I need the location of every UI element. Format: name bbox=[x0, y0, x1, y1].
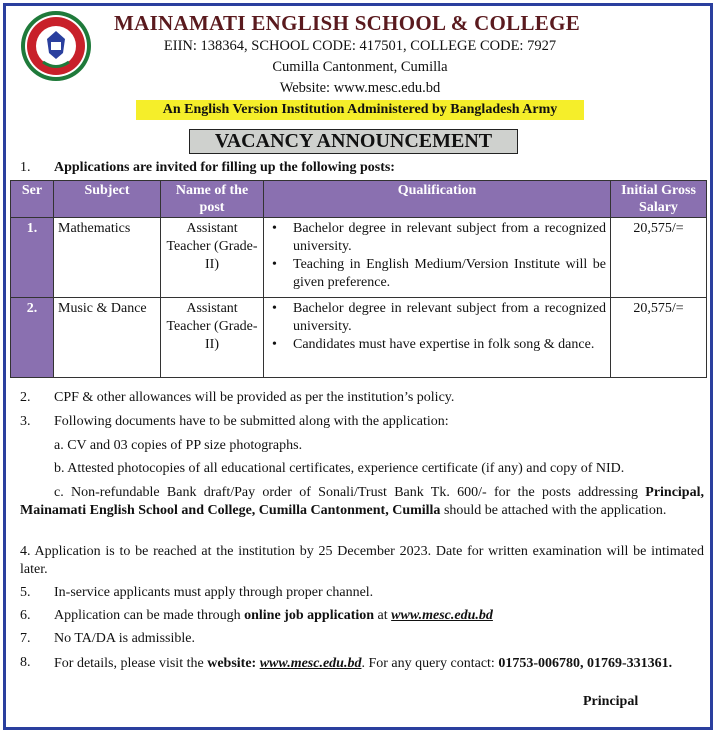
point-number: 3. bbox=[20, 414, 31, 429]
point-6-pre: Application can be made through bbox=[54, 608, 245, 623]
point-3-text: Following documents have to be submitted along with the application: bbox=[54, 414, 449, 429]
row-qualification bbox=[264, 298, 611, 378]
intro-text: Applications are invited for filling up the following posts: bbox=[54, 160, 395, 175]
row-subject: Music & Dance bbox=[54, 298, 161, 378]
col-header-ser: Ser bbox=[11, 181, 54, 218]
contact-numbers: 01753-006780, 01769-331361. bbox=[498, 656, 673, 671]
website-link[interactable]: www.mesc.edu.bd bbox=[391, 608, 493, 623]
col-header-salary: Initial Gross Salary bbox=[611, 181, 707, 218]
point-number: 1. bbox=[20, 160, 31, 175]
school-logo-icon bbox=[19, 9, 93, 83]
point-2-text: CPF & other allowances will be provided as per the institution’s policy. bbox=[54, 390, 455, 405]
qualification-item: • Candidates must have expertise in folk song & dance. bbox=[268, 336, 606, 354]
school-website: Website: www.mesc.edu.bd bbox=[279, 80, 441, 96]
row-subject: Mathematics bbox=[54, 218, 161, 298]
table-row bbox=[11, 218, 707, 298]
row-qualification bbox=[264, 218, 611, 298]
point-8-mid: . For any query contact: bbox=[361, 656, 499, 671]
point-3b-text: b. Attested photocopies of all educational certificates, experience certificate (if any) and copy of NID. bbox=[54, 461, 625, 476]
qualification-item: • Teaching in English Medium/Version Institute will be given preference. bbox=[268, 256, 606, 292]
qualification-item: • Bachelor degree in relevant subject from a recognized university. bbox=[268, 300, 606, 336]
col-header-qualification: Qualification bbox=[264, 181, 611, 218]
point-8-bold: website: bbox=[207, 656, 257, 671]
table-header-row bbox=[11, 181, 707, 218]
row-post: Assistant Teacher (Grade-II) bbox=[161, 298, 264, 378]
point-3c-post: should be attached with the application. bbox=[440, 503, 667, 518]
row-salary: 20,575/= bbox=[611, 218, 707, 298]
school-location: Cumilla Cantonment, Cumilla bbox=[272, 59, 448, 75]
point-6-bold: online job application bbox=[244, 608, 375, 623]
school-name: MAINAMATI ENGLISH SCHOOL & COLLEGE bbox=[114, 11, 581, 35]
point-6-text bbox=[54, 608, 493, 624]
table-row bbox=[11, 298, 707, 378]
row-ser: 1. bbox=[11, 218, 54, 298]
point-8-text bbox=[20, 655, 704, 673]
page-title: VACANCY ANNOUNCEMENT bbox=[189, 129, 518, 154]
signature: Principal bbox=[583, 694, 639, 709]
point-3c-address: Principal, Mainamati English School and College, Cumilla Cantonment, Cumilla bbox=[20, 485, 704, 518]
point-4-text: 4. Application is to be reached at the institution by 25 December 2023. Date for written examination will be intimated later. bbox=[20, 544, 704, 577]
point-3c-text bbox=[20, 484, 704, 520]
col-header-subject: Subject bbox=[54, 181, 161, 218]
point-number: 8. bbox=[20, 655, 31, 670]
point-3a-text: a. CV and 03 copies of PP size photographs. bbox=[54, 438, 303, 453]
vacancy-table bbox=[10, 180, 707, 378]
point-number: 5. bbox=[20, 585, 31, 600]
qualification-item: • Bachelor degree in relevant subject from a recognized university. bbox=[268, 220, 606, 256]
tagline: An English Version Institution Administered by Bangladesh Army bbox=[136, 100, 584, 120]
point-7-text: No TA/DA is admissible. bbox=[54, 631, 195, 646]
row-salary: 20,575/= bbox=[611, 298, 707, 378]
row-ser: 2. bbox=[11, 298, 54, 378]
point-number: 7. bbox=[20, 631, 31, 646]
point-3c-pre: c. Non-refundable Bank draft/Pay order of Sonali/Trust Bank Tk. 600/- for the posts addressing bbox=[54, 485, 646, 500]
point-5-text: In-service applicants must apply through proper channel. bbox=[54, 585, 374, 600]
point-number: 6. bbox=[20, 608, 31, 623]
point-6-mid: at bbox=[374, 608, 392, 623]
row-post: Assistant Teacher (Grade-II) bbox=[161, 218, 264, 298]
point-number: 2. bbox=[20, 390, 31, 405]
school-codes: EIIN: 138364, SCHOOL CODE: 417501, COLLEGE CODE: 7927 bbox=[163, 38, 557, 54]
col-header-post: Name of the post bbox=[161, 181, 264, 218]
website-link[interactable]: www.mesc.edu.bd bbox=[259, 656, 362, 671]
point-8-pre: For details, please visit the bbox=[54, 656, 208, 671]
